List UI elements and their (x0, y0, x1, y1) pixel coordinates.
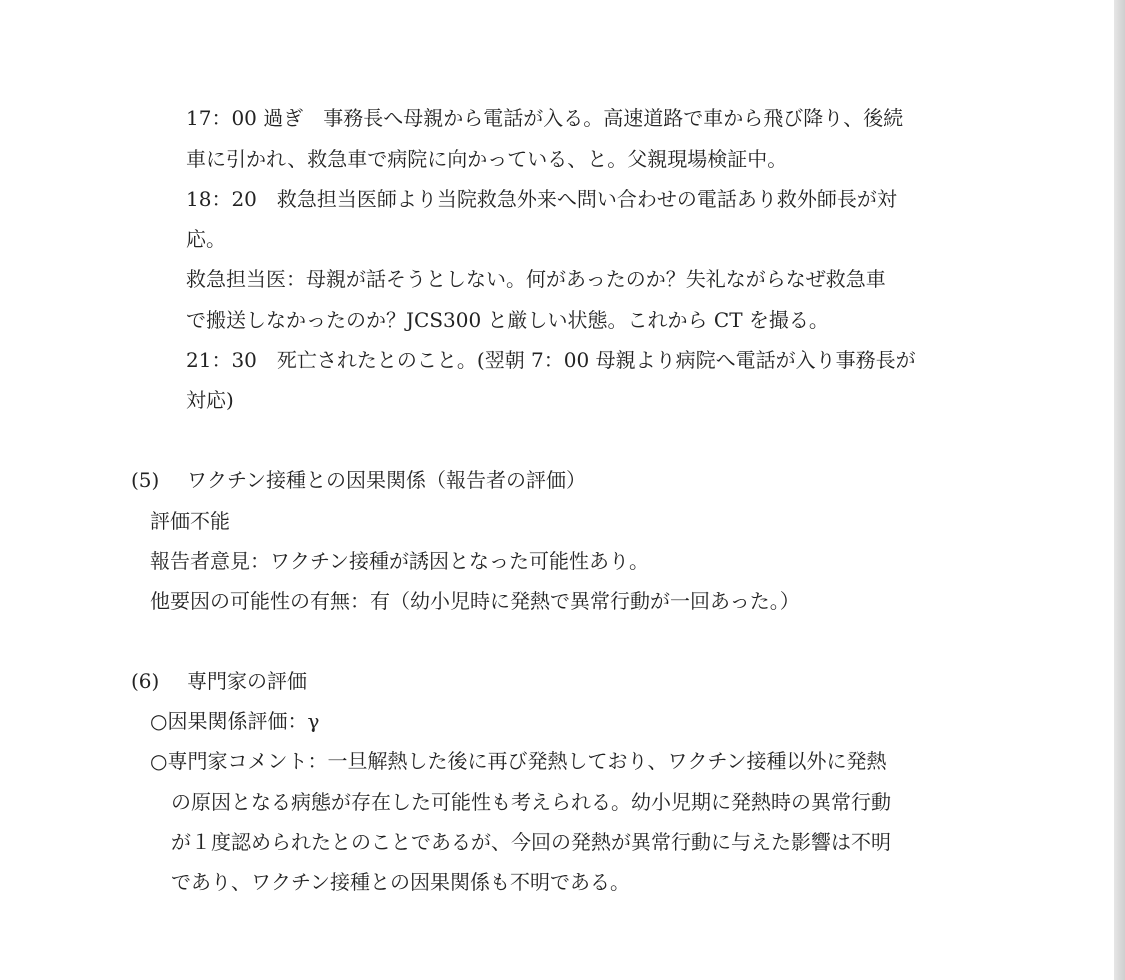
timeline-line-7: 21：30 死亡されたとのこと。(翌朝 7：00 母親より病院へ電話が入り事務長が (186, 348, 916, 372)
section-6-comment-line-2: の原因となる病態が存在した可能性も考えられる。幼小児期に発熱時の異常行動 (171, 790, 891, 814)
section-6-title: 専門家の評価 (187, 669, 307, 693)
section-5-heading (131, 466, 586, 494)
page-edge-shadow (1114, 0, 1125, 980)
section-5-reporter-opinion: 報告者意見：ワクチン接種が誘因となった可能性あり。 (150, 549, 649, 573)
section-5-number: (5) (131, 468, 160, 492)
timeline-line-3: 18：20 救急担当医師より当院救急外来へ問い合わせの電話あり救外師長が対 (186, 187, 897, 211)
section-6-causality: ○因果関係評価：γ (150, 709, 320, 733)
timeline-line-5: 救急担当医：母親が話そうとしない。何があったのか？失礼ながらなぜ救急車 (186, 267, 886, 291)
timeline-line-6: で搬送しなかったのか？JCS300 と厳しい状態。これから CT を撮る。 (186, 308, 829, 332)
section-5-evaluation: 評価不能 (150, 509, 230, 533)
section-6-comment-line-4: であり、ワクチン接種との因果関係も不明である。 (171, 870, 630, 894)
section-6-comment-line-1: ○専門家コメント：一旦解熱した後に再び発熱しており、ワクチン接種以外に発熱 (150, 749, 887, 773)
section-6-number: (6) (131, 669, 160, 693)
section-5-other-factors: 他要因の可能性の有無：有（幼小児時に発熱で異常行動が一回あった。） (150, 589, 800, 613)
timeline-line-2: 車に引かれ、救急車で病院に向かっている、と。父親現場検証中。 (186, 147, 788, 171)
section-5-title: ワクチン接種との因果関係（報告者の評価） (187, 468, 586, 492)
section-6-comment-line-3: が１度認められたとのことであるが、今回の発熱が異常行動に与えた影響は不明 (171, 830, 891, 854)
timeline-line-8: 対応) (186, 388, 234, 412)
timeline-line-4: 応。 (186, 227, 226, 251)
section-6-heading (131, 667, 307, 695)
timeline-line-1: 17：00 過ぎ 事務長へ母親から電話が入る。高速道路で車から飛び降り、後続 (186, 106, 904, 130)
